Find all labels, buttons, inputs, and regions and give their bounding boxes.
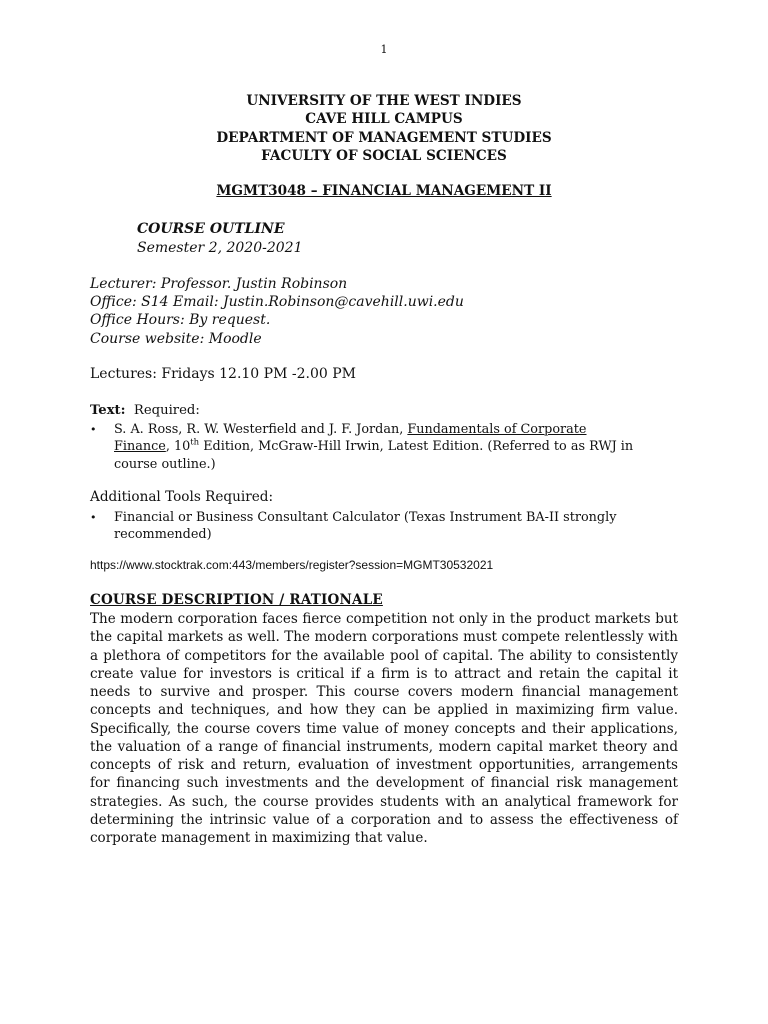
semester-label: Semester 2, 2020-2021 xyxy=(137,239,303,256)
text-required-line xyxy=(90,403,200,418)
textbook-note: course outline.) xyxy=(114,456,216,472)
header-university: UNIVERSITY OF THE WEST INDIES xyxy=(246,93,522,109)
calculator-line2: recommended) xyxy=(114,527,212,543)
page-number: 1 xyxy=(380,43,388,56)
textbook-edition-superscript: th xyxy=(190,438,200,449)
lectures-line: Lectures: Fridays 12.10 PM -2.00 PM xyxy=(90,366,356,382)
course-outline-block xyxy=(137,220,302,257)
office-email-line: Office: S14 Email: Justin.Robinson@cavehill.uwi.edu xyxy=(90,294,464,311)
calculator-item xyxy=(114,509,674,544)
bullet-icon: • xyxy=(90,511,97,524)
textbook-publisher: Edition, McGraw-Hill Irwin, Latest Edition. (Referred to as RWJ in xyxy=(199,439,634,455)
lecturer-info xyxy=(90,275,464,348)
header-campus: CAVE HILL CAMPUS xyxy=(305,111,463,128)
textbook-title-part2: Finance xyxy=(114,439,166,455)
header-department: DEPARTMENT OF MANAGEMENT STUDIES xyxy=(216,129,552,146)
bullet-icon: • xyxy=(90,423,97,436)
textbook-edition: , 10 xyxy=(165,439,191,455)
document-header xyxy=(0,92,768,165)
textbook-citation xyxy=(114,421,674,473)
course-description-heading: COURSE DESCRIPTION / RATIONALE xyxy=(90,592,383,608)
office-hours-line: Office Hours: By request. xyxy=(90,312,271,329)
course-description-paragraph: The modern corporation faces fierce competition not only in the product markets but the capital markets as well. The modern corporations must compete relentlessly with a plethora of competitors for the available pool of capital. The ability to consistently create value for investors is critical if a firm is to attract and retain the capital it needs to survive and prosper. This course covers modern financial management concepts and techniques, and how they can be applied in maximizing firm value. Specifically, the course covers time value of money concepts and their applications, the valuation of a range of financial instruments, modern capital market theory and concepts of risk and return, evaluation of investment opportunities, arrangements for financing such investments and the development of financial risk management strategies. As such, the course provides students with an analytical framework for determining the intrinsic value of a corporation and to assess the effectiveness of corporate management in maximizing that value. xyxy=(90,611,678,846)
lecturer-line: Lecturer: Professor. Justin Robinson xyxy=(90,276,348,292)
textbook-title-part1: Fundamentals of Corporate xyxy=(407,422,587,437)
additional-tools-label: Additional Tools Required: xyxy=(90,489,274,505)
textbook-authors: S. A. Ross, R. W. Westerfield and J. F. Jordan, xyxy=(114,422,408,437)
stocktrak-url[interactable]: https://www.stocktrak.com:443/members/register?session=MGMT30532021 xyxy=(90,558,494,572)
required-label: Required: xyxy=(133,403,200,418)
course-outline-title: COURSE OUTLINE xyxy=(137,221,285,237)
header-faculty: FACULTY OF SOCIAL SCIENCES xyxy=(261,147,507,164)
text-label: Text: xyxy=(90,403,126,418)
calculator-line1: Financial or Business Consultant Calculator (Texas Instrument BA-II strongly xyxy=(114,510,617,525)
course-code-title: MGMT3048 – FINANCIAL MANAGEMENT II xyxy=(216,183,552,199)
course-website-line: Course website: Moodle xyxy=(90,330,262,347)
